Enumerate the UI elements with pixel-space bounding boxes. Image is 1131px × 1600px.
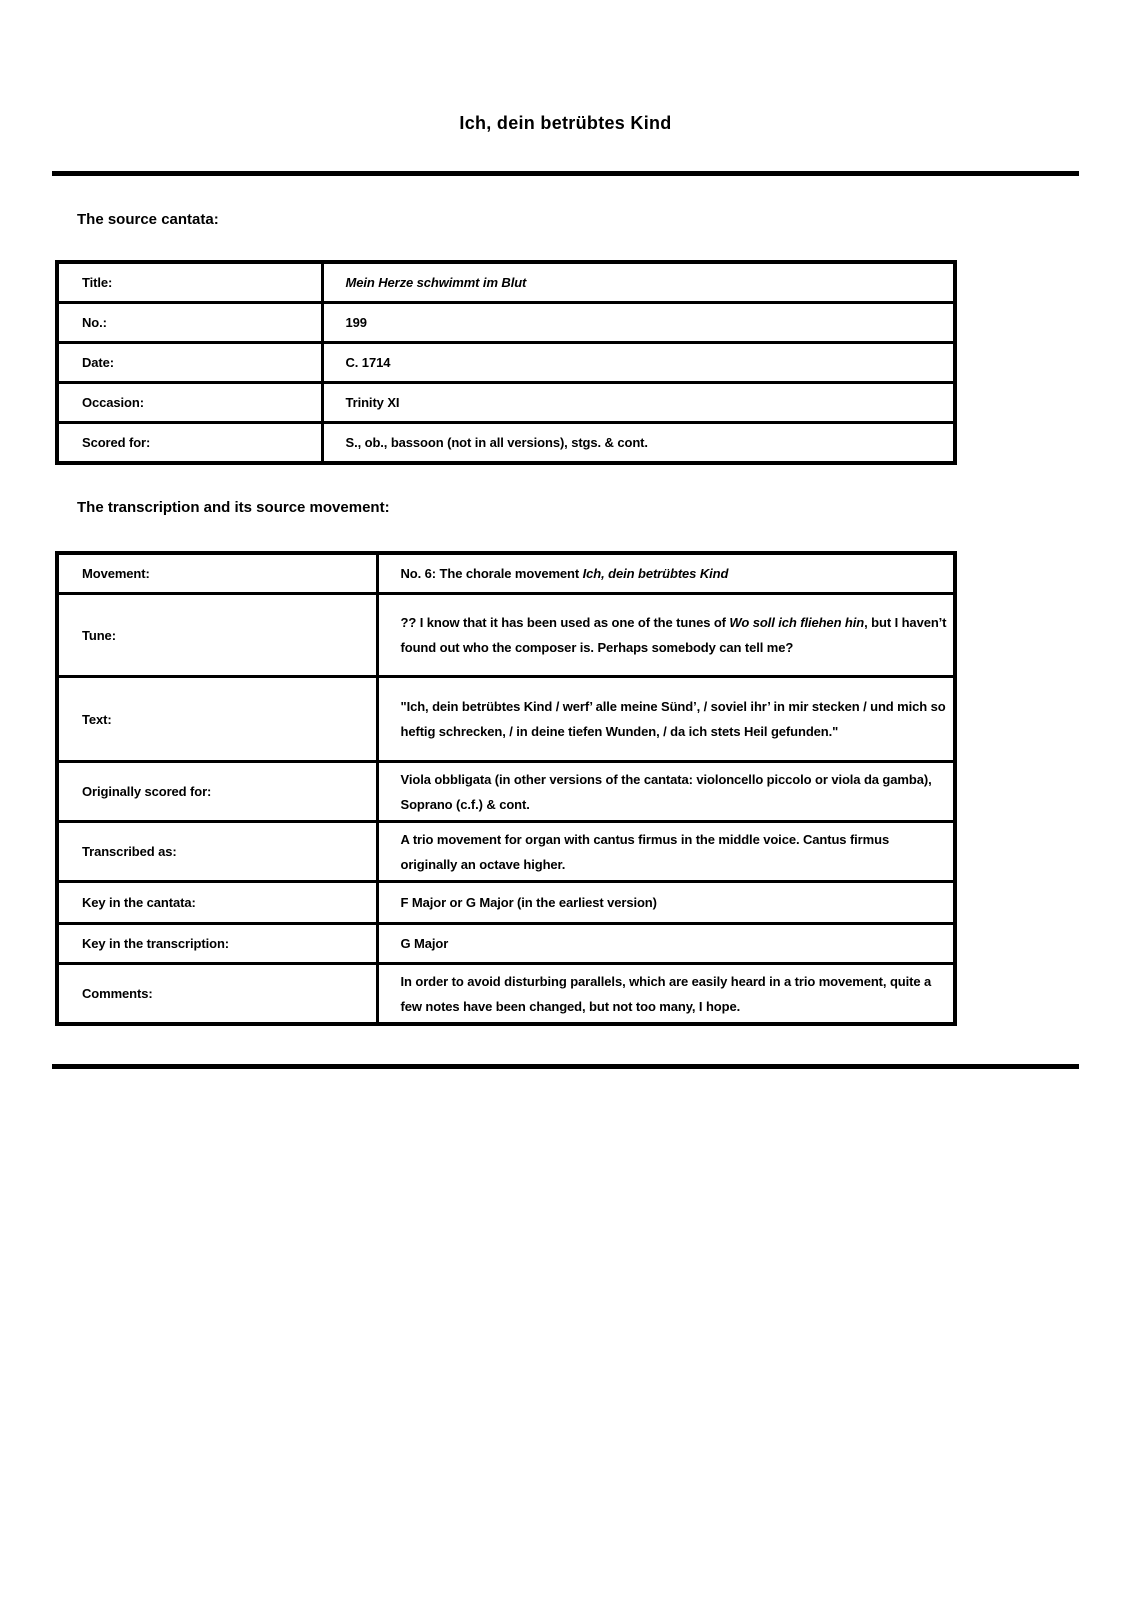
row-label: Tune: bbox=[57, 594, 377, 677]
source-cantata-table bbox=[55, 260, 957, 465]
row-value: No. 6: The chorale movement Ich, dein betrübtes Kind bbox=[377, 553, 955, 594]
row-label: Text: bbox=[57, 677, 377, 762]
row-value: In order to avoid disturbing parallels, which are easily heard in a trio movement, quite a few notes have been changed, but not too many, I hope. bbox=[377, 964, 955, 1025]
table-row-transcribed-as bbox=[57, 822, 955, 882]
row-label: Title: bbox=[57, 262, 322, 303]
table-row-originally-scored bbox=[57, 762, 955, 822]
table-row-date bbox=[57, 343, 955, 383]
row-value: 199 bbox=[322, 303, 955, 343]
table-row-occasion bbox=[57, 383, 955, 423]
table-row-title bbox=[57, 262, 955, 303]
row-value: ?? I know that it has been used as one of the tunes of Wo soll ich fliehen hin, but I haven’t found out who the composer is. Perhaps somebody can tell me? bbox=[377, 594, 955, 677]
row-value: Trinity XI bbox=[322, 383, 955, 423]
table-row-tune bbox=[57, 594, 955, 677]
row-value: S., ob., bassoon (not in all versions), stgs. & cont. bbox=[322, 423, 955, 464]
bottom-rule bbox=[52, 1064, 1079, 1069]
row-value: "Ich, dein betrübtes Kind / werf’ alle meine Sünd’, / soviel ihr’ in mir stecken / und mich so heftig schrecken, / in deine tiefen Wunden, / da ich stets Heil gefunden." bbox=[377, 677, 955, 762]
table-row-movement bbox=[57, 553, 955, 594]
row-label: Transcribed as: bbox=[57, 822, 377, 882]
table-row-text bbox=[57, 677, 955, 762]
row-label: Movement: bbox=[57, 553, 377, 594]
table-row-comments bbox=[57, 964, 955, 1025]
section-heading-transcription: The transcription and its source movement: bbox=[77, 499, 390, 516]
row-label: Occasion: bbox=[57, 383, 322, 423]
row-value: Mein Herze schwimmt im Blut bbox=[322, 262, 955, 303]
row-label: Scored for: bbox=[57, 423, 322, 464]
row-value: A trio movement for organ with cantus firmus in the middle voice. Cantus firmus originally an octave higher. bbox=[377, 822, 955, 882]
table-row-key-transcription bbox=[57, 924, 955, 964]
row-value: C. 1714 bbox=[322, 343, 955, 383]
row-label: Key in the cantata: bbox=[57, 882, 377, 924]
row-value: Viola obbligata (in other versions of the cantata: violoncello piccolo or viola da gamba), Soprano (c.f.) & cont. bbox=[377, 762, 955, 822]
row-label: Comments: bbox=[57, 964, 377, 1025]
row-label: No.: bbox=[57, 303, 322, 343]
row-value: G Major bbox=[377, 924, 955, 964]
table-row-number bbox=[57, 303, 955, 343]
transcription-table bbox=[55, 551, 957, 1026]
row-label: Originally scored for: bbox=[57, 762, 377, 822]
row-label: Date: bbox=[57, 343, 322, 383]
top-rule bbox=[52, 171, 1079, 176]
section-heading-source-cantata: The source cantata: bbox=[77, 211, 219, 228]
page-title: Ich, dein betrübtes Kind bbox=[459, 113, 672, 133]
row-label: Key in the transcription: bbox=[57, 924, 377, 964]
table-row-key-cantata bbox=[57, 882, 955, 924]
table-row-scored-for bbox=[57, 423, 955, 464]
row-value: F Major or G Major (in the earliest version) bbox=[377, 882, 955, 924]
